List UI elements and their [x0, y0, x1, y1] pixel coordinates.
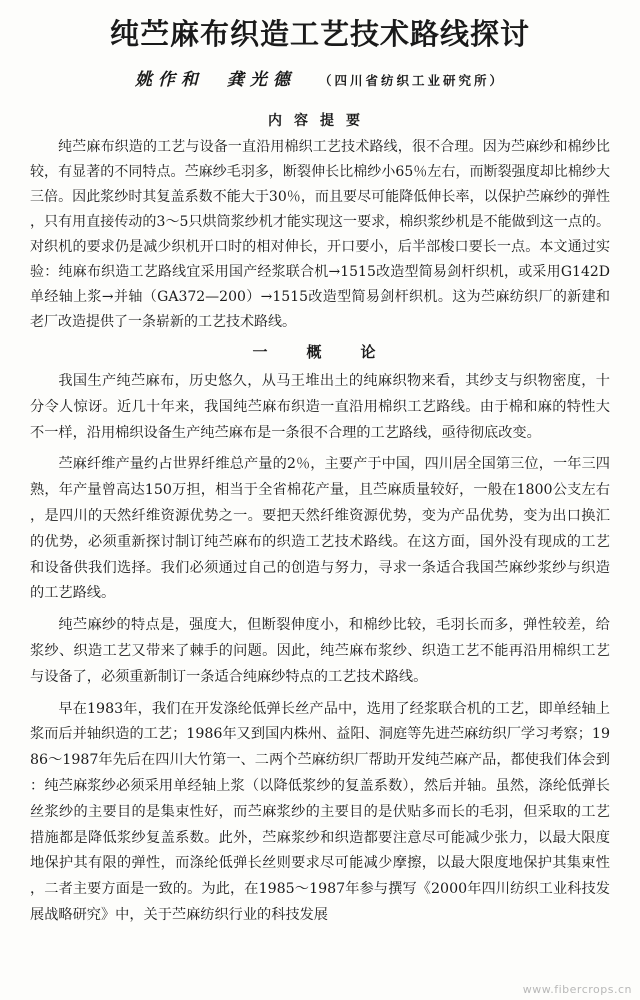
abstract-text: 纯苎麻布织造的工艺与设备一直沿用棉织工艺技术路线，很不合理。因为苎麻纱和棉纱比较，有显著的不同特点。苎麻纱毛羽多，断裂伸长比棉纱小65％左右，而断裂强度却比棉纱大三倍。因此浆纱时其复盖系数不能大于30％，而且要尽可能降低伸长率，以保护苎麻纱的弹性，只有用直接传动的3～5只烘筒浆纱机才能实现这一要求，棉织浆纱机是不能做到这一点的。对织机的要求仍是减少织机开口时的相对伸长，开口要小，后半部梭口要长一点。本文通过实验：纯麻布织造工艺路线宜采用国产经浆联合机→1515改造型简易剑杆织机，或采用G142D单经轴上浆→并轴（GA372—200）→1515改造型简易剑杆织机。这为苎麻纺织厂的新建和老厂改造提供了一条崭新的工艺技术路线。	[30, 139, 610, 330]
section-introduction	[30, 341, 610, 929]
affiliation: （四川省纺织工业研究所）	[319, 73, 506, 88]
authors: 姚作和 龚光德	[134, 70, 296, 90]
paragraph: 我国生产纯苎麻布，历史悠久，从马王堆出土的纯麻织物来看，其纱支与织物密度，十分令人惊讶。近几十年来，我国纯苎麻布织造一直沿用棉织工艺路线。由于棉和麻的特性大不一样，沿用棉织设备生产纯苎麻布是一条很不合理的工艺路线，亟待彻底改变。	[30, 373, 610, 441]
byline	[30, 68, 610, 93]
abstract-heading: 内容提要	[268, 113, 372, 129]
paragraph: 早在1983年，我们在开发涤纶低弹长丝产品中，选用了经浆联合机的工艺，即单经轴上浆而后并轴织造的工艺；1986年又到国内株州、益阳、洞庭等先进苎麻纺织厂学习考察；1986～1987年先后在四川大竹第一、二两个苎麻纺织厂帮助开发纯苎麻产品，都使我们体会到：纯苎麻浆纱必须采用单经轴上浆（以降低浆纱的复盖系数），然后并轴。虽然，涤纶低弹长丝浆纱的主要目的是集束性好，而苎麻浆纱的主要目的是伏贴多而长的毛羽，但采取的工艺措施都是降低浆纱复盖系数。此外，苎麻浆纱和织造都要注意尽可能减少张力，以最大限度地保护其有限的弹性，而涤纶低弹长丝则要求尽可能减少摩擦，以最大限度地保护其集束性，二者主要方面是一致的。为此，在1985～1987年参与撰写《2000年四川纺织工业科技发展战略研究》中，关于苎麻纺织行业的科技发展	[30, 700, 610, 923]
paragraph: 苎麻纤维产量约占世界纤维总产量的2％，主要产于中国，四川居全国第三位，一年三四熟，年产量曾高达150万担，相当于全省棉花产量，且苎麻质量较好，一般在1800公支左右，是四川的天然纤维资源优势之一。要把天然纤维资源优势，变为产品优势，变为出口换汇的优势，必须重新探讨制订纯苎麻布的织造工艺技术路线。在这方面，国外没有现成的工艺和设备供我们选择。我们必须通过自己的创造与努力，寻求一条适合我国苎麻纱浆纱与织造的工艺路线。	[30, 456, 610, 602]
section-heading: 一 概 论	[252, 343, 388, 361]
abstract	[30, 111, 610, 335]
paper-title: 纯苎麻布织造工艺技术路线探讨	[109, 17, 530, 51]
paragraph: 纯苎麻纱的特点是，强度大，但断裂伸度小，和棉纱比较，毛羽长而多，弹性较差，给浆纱、织造工艺又带来了棘手的问题。因此，纯苎麻布浆纱、织造工艺不能再沿用棉织工艺与设备了，必须重新制订一条适合纯麻纱特点的工艺技术路线。	[30, 617, 610, 685]
watermark: www.fibercrops.cn	[522, 983, 632, 996]
